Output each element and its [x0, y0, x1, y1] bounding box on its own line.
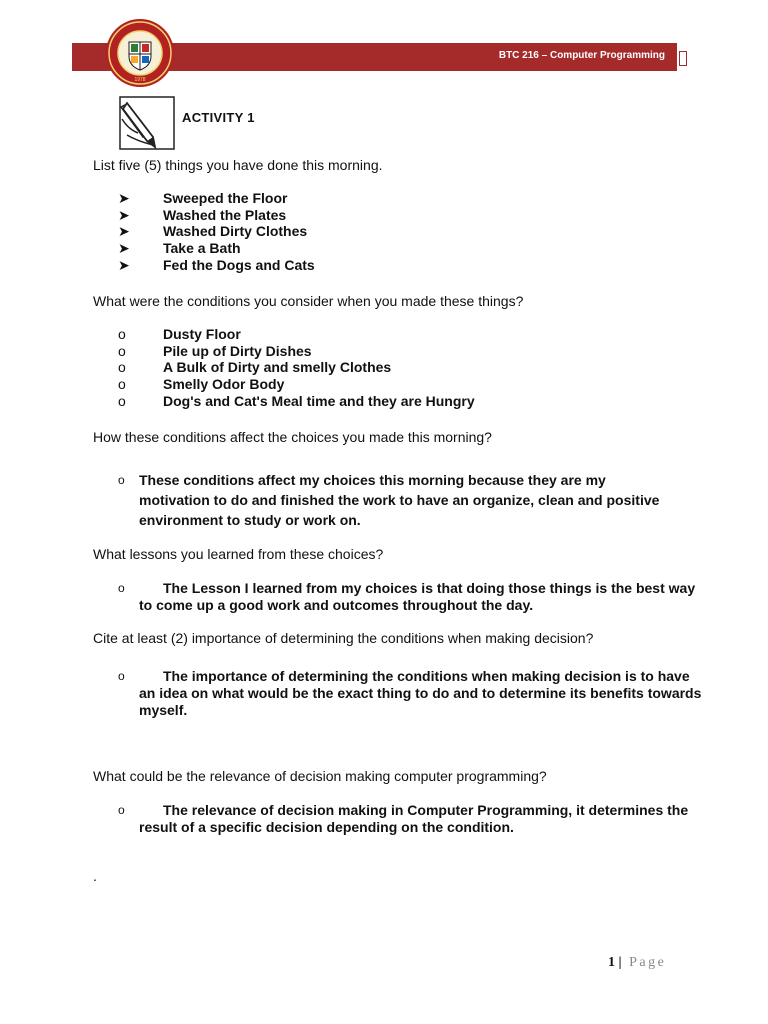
- circle-bullet-icon: o: [118, 326, 126, 342]
- course-title: BTC 216 – Computer Programming: [498, 50, 665, 61]
- page-number: 1: [608, 955, 615, 970]
- question-3: How these conditions affect the choices you made this morning?: [93, 429, 492, 445]
- question-6: What could be the relevance of decision making computer programming?: [93, 768, 547, 784]
- answer-4: o The Lesson I learned from my choices is that doing those things is the best way to come up a good work and outcomes throughout the day.: [118, 580, 696, 613]
- question-5: Cite at least (2) importance of determining the conditions when making decision?: [93, 630, 594, 646]
- arrow-bullet-icon: ➤: [118, 256, 130, 273]
- answer-3: o These conditions affect my choices this morning because they are my motivation to do and finished the work to have an organize, clean and positive environment to study or work on.: [118, 472, 660, 528]
- question-1: List five (5) things you have done this morning.: [93, 157, 383, 173]
- university-seal-icon: [105, 18, 175, 88]
- arrow-bullet-icon: ➤: [118, 223, 130, 240]
- activity-title: ACTIVITY 1: [182, 110, 255, 125]
- question-2: What were the conditions you consider when you made these things?: [93, 293, 524, 309]
- answer-6: o The relevance of decision making in Computer Programming, it determines the result of a specific decision depending on the condition.: [118, 802, 689, 835]
- circle-bullet-icon: o: [118, 392, 126, 409]
- trailing-mark: .: [93, 868, 97, 884]
- circle-bullet-icon: o: [118, 473, 125, 487]
- header-bar-endcap: [679, 51, 687, 66]
- circle-bullet-icon: o: [118, 581, 125, 595]
- pencil-paper-icon: [117, 95, 177, 151]
- circle-bullet-icon: o: [118, 359, 126, 376]
- circle-bullet-icon: o: [118, 342, 126, 359]
- answer-5: o The importance of determining the conditions when making decision is to have an idea on what would be the exact thing to do and to determine its benefits towards myself.: [118, 668, 702, 718]
- circle-bullet-icon: o: [118, 803, 125, 817]
- question-4: What lessons you learned from these choices?: [93, 546, 384, 562]
- page-label: Page: [629, 955, 667, 970]
- seal-year: 1978: [134, 77, 146, 83]
- page-separator: |: [618, 955, 622, 970]
- page-footer: [608, 955, 666, 971]
- circle-bullet-icon: o: [118, 376, 126, 393]
- circle-bullet-icon: o: [118, 669, 125, 683]
- arrow-bullet-icon: ➤: [118, 206, 130, 223]
- arrow-bullet-icon: ➤: [118, 190, 130, 206]
- arrow-bullet-icon: ➤: [118, 240, 130, 257]
